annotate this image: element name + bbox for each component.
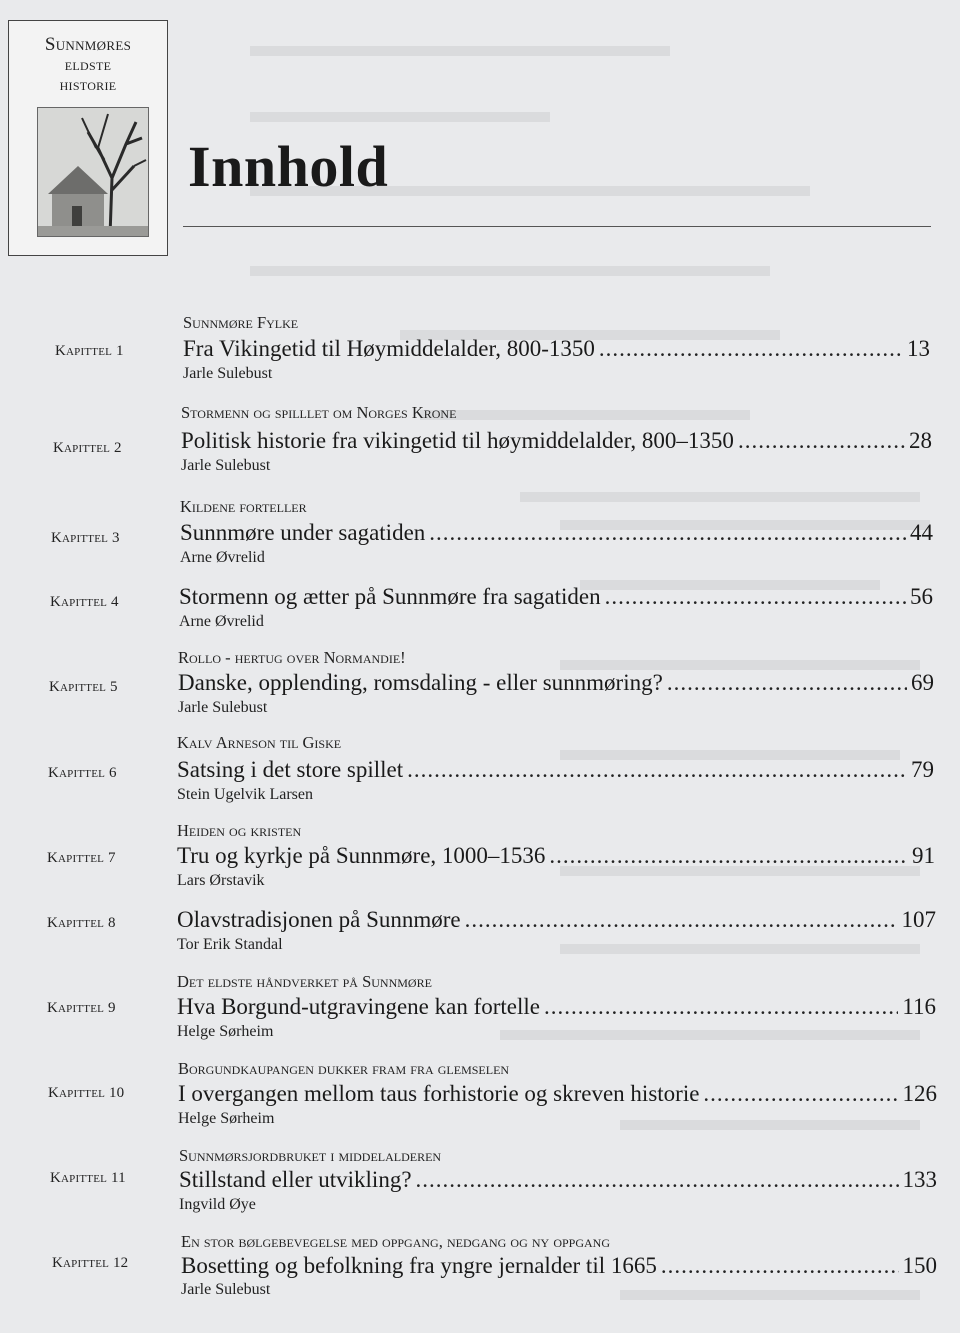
chapter-section-heading: Sunnmørsjordbruket i middelalderen — [179, 1146, 442, 1165]
leader-dots — [738, 428, 905, 454]
toc-entry[interactable] — [179, 584, 933, 610]
chapter-title: Olavstradisjonen på Sunnmøre — [177, 907, 461, 932]
chapter-label: Kapittel 6 — [48, 765, 117, 781]
page-number: 133 — [902, 1167, 937, 1192]
page-number: 56 — [910, 584, 933, 609]
chapter-section-heading: En stor bølgebevegelse med oppgang, nedgang og ny oppgang — [181, 1232, 610, 1251]
chapter-label: Kapittel 8 — [47, 915, 116, 931]
toc-entry[interactable] — [180, 520, 933, 546]
leader-dots — [549, 843, 908, 869]
chapter-title: I overgangen mellom taus forhistorie og skreven historie — [178, 1081, 700, 1106]
chapter-section-heading: Det eldste håndverket på Sunnmøre — [177, 972, 432, 991]
chapter-title: Bosetting og befolkning fra yngre jernalder til 1665 — [181, 1253, 657, 1278]
chapter-title: Politisk historie fra vikingetid til høymiddelalder, 800–1350 — [181, 428, 734, 453]
chapter-label: Kapittel 9 — [47, 1000, 116, 1016]
leader-dots — [407, 757, 907, 783]
chapter-author: Jarle Sulebust — [181, 1281, 271, 1298]
cover-title-line: Sunnmøres — [44, 34, 132, 55]
page-number: 44 — [910, 520, 933, 545]
chapter-author: Jarle Sulebust — [181, 457, 271, 474]
toc-entry[interactable] — [177, 907, 936, 933]
cover-title-line: eldste — [64, 55, 112, 74]
leader-dots — [465, 907, 898, 933]
chapter-author: Jarle Sulebust — [183, 365, 273, 382]
page-number: 150 — [902, 1253, 937, 1278]
leader-dots — [667, 670, 907, 696]
leader-dots — [544, 994, 898, 1020]
cover-title-line: historie — [59, 75, 117, 94]
toc-entry[interactable] — [177, 994, 936, 1020]
chapter-section-heading: Borgundkaupangen dukker fram fra glemselen — [178, 1059, 510, 1078]
toc-entry[interactable] — [181, 1253, 937, 1279]
page-number: 126 — [902, 1081, 937, 1106]
chapter-title: Sunnmøre under sagatiden — [180, 520, 426, 545]
chapter-author: Ingvild Øye — [179, 1196, 256, 1213]
chapter-title: Satsing i det store spillet — [177, 757, 404, 782]
page-title: Innhold — [188, 134, 389, 199]
leader-dots — [703, 1081, 898, 1107]
toc-entry[interactable] — [183, 336, 930, 362]
page-number: 69 — [911, 670, 934, 695]
toc-entry[interactable] — [181, 428, 932, 454]
chapter-title: Danske, opplending, romsdaling - eller sunnmøring? — [178, 670, 663, 695]
chapter-author: Tor Erik Standal — [177, 936, 283, 953]
toc-entry[interactable] — [178, 670, 934, 696]
chapter-section-heading: Stormenn og spilllet om Norges Krone — [181, 403, 457, 422]
chapter-title: Stormenn og ætter på Sunnmøre fra sagatiden — [179, 584, 601, 609]
chapter-label: Kapittel 4 — [50, 594, 119, 610]
chapter-section-heading: Rollo - hertug over Normandie! — [178, 648, 406, 667]
chapter-label: Kapittel 10 — [48, 1085, 125, 1101]
chapter-label: Kapittel 1 — [55, 343, 124, 359]
chapter-label: Kapittel 2 — [53, 440, 122, 456]
toc-entry[interactable] — [177, 757, 934, 783]
chapter-label: Kapittel 7 — [47, 850, 116, 866]
page-number: 79 — [911, 757, 934, 782]
toc-entry[interactable] — [177, 843, 935, 869]
leader-dots — [416, 1167, 899, 1193]
chapter-section-heading: Heiden og kristen — [177, 821, 302, 840]
chapter-section-heading: Kildene forteller — [180, 497, 307, 516]
leader-dots — [661, 1253, 899, 1279]
page-number: 91 — [912, 843, 935, 868]
chapter-author: Arne Øvrelid — [179, 613, 264, 630]
chapter-label: Kapittel 5 — [49, 679, 118, 695]
chapter-section-heading: Sunnmøre Fylke — [183, 313, 299, 332]
chapter-title: Tru og kyrkje på Sunnmøre, 1000–1536 — [177, 843, 546, 868]
chapter-label: Kapittel 11 — [50, 1170, 126, 1186]
chapter-author: Arne Øvrelid — [180, 549, 265, 566]
toc-entry[interactable] — [179, 1167, 937, 1193]
chapter-label: Kapittel 12 — [52, 1255, 129, 1271]
chapter-title: Hva Borgund-utgravingene kan fortelle — [177, 994, 540, 1019]
chapter-author: Lars Ørstavik — [177, 872, 265, 889]
page-number: 13 — [907, 336, 930, 361]
page-number: 28 — [909, 428, 932, 453]
chapter-section-heading: Kalv Arneson til Giske — [177, 733, 342, 752]
toc-entry[interactable] — [178, 1081, 937, 1107]
page-number: 107 — [901, 907, 936, 932]
chapter-title: Stillstand eller utvikling? — [179, 1167, 412, 1192]
chapter-author: Stein Ugelvik Larsen — [177, 786, 313, 803]
leader-dots — [429, 520, 906, 546]
page-number: 116 — [902, 994, 936, 1019]
chapter-author: Helge Sørheim — [178, 1110, 275, 1127]
chapter-author: Helge Sørheim — [177, 1023, 274, 1040]
chapter-title: Fra Vikingetid til Høymiddelalder, 800-1350 — [183, 336, 595, 361]
leader-dots — [605, 584, 906, 610]
leader-dots — [599, 336, 903, 362]
chapter-label: Kapittel 3 — [51, 530, 120, 546]
chapter-author: Jarle Sulebust — [178, 699, 268, 716]
